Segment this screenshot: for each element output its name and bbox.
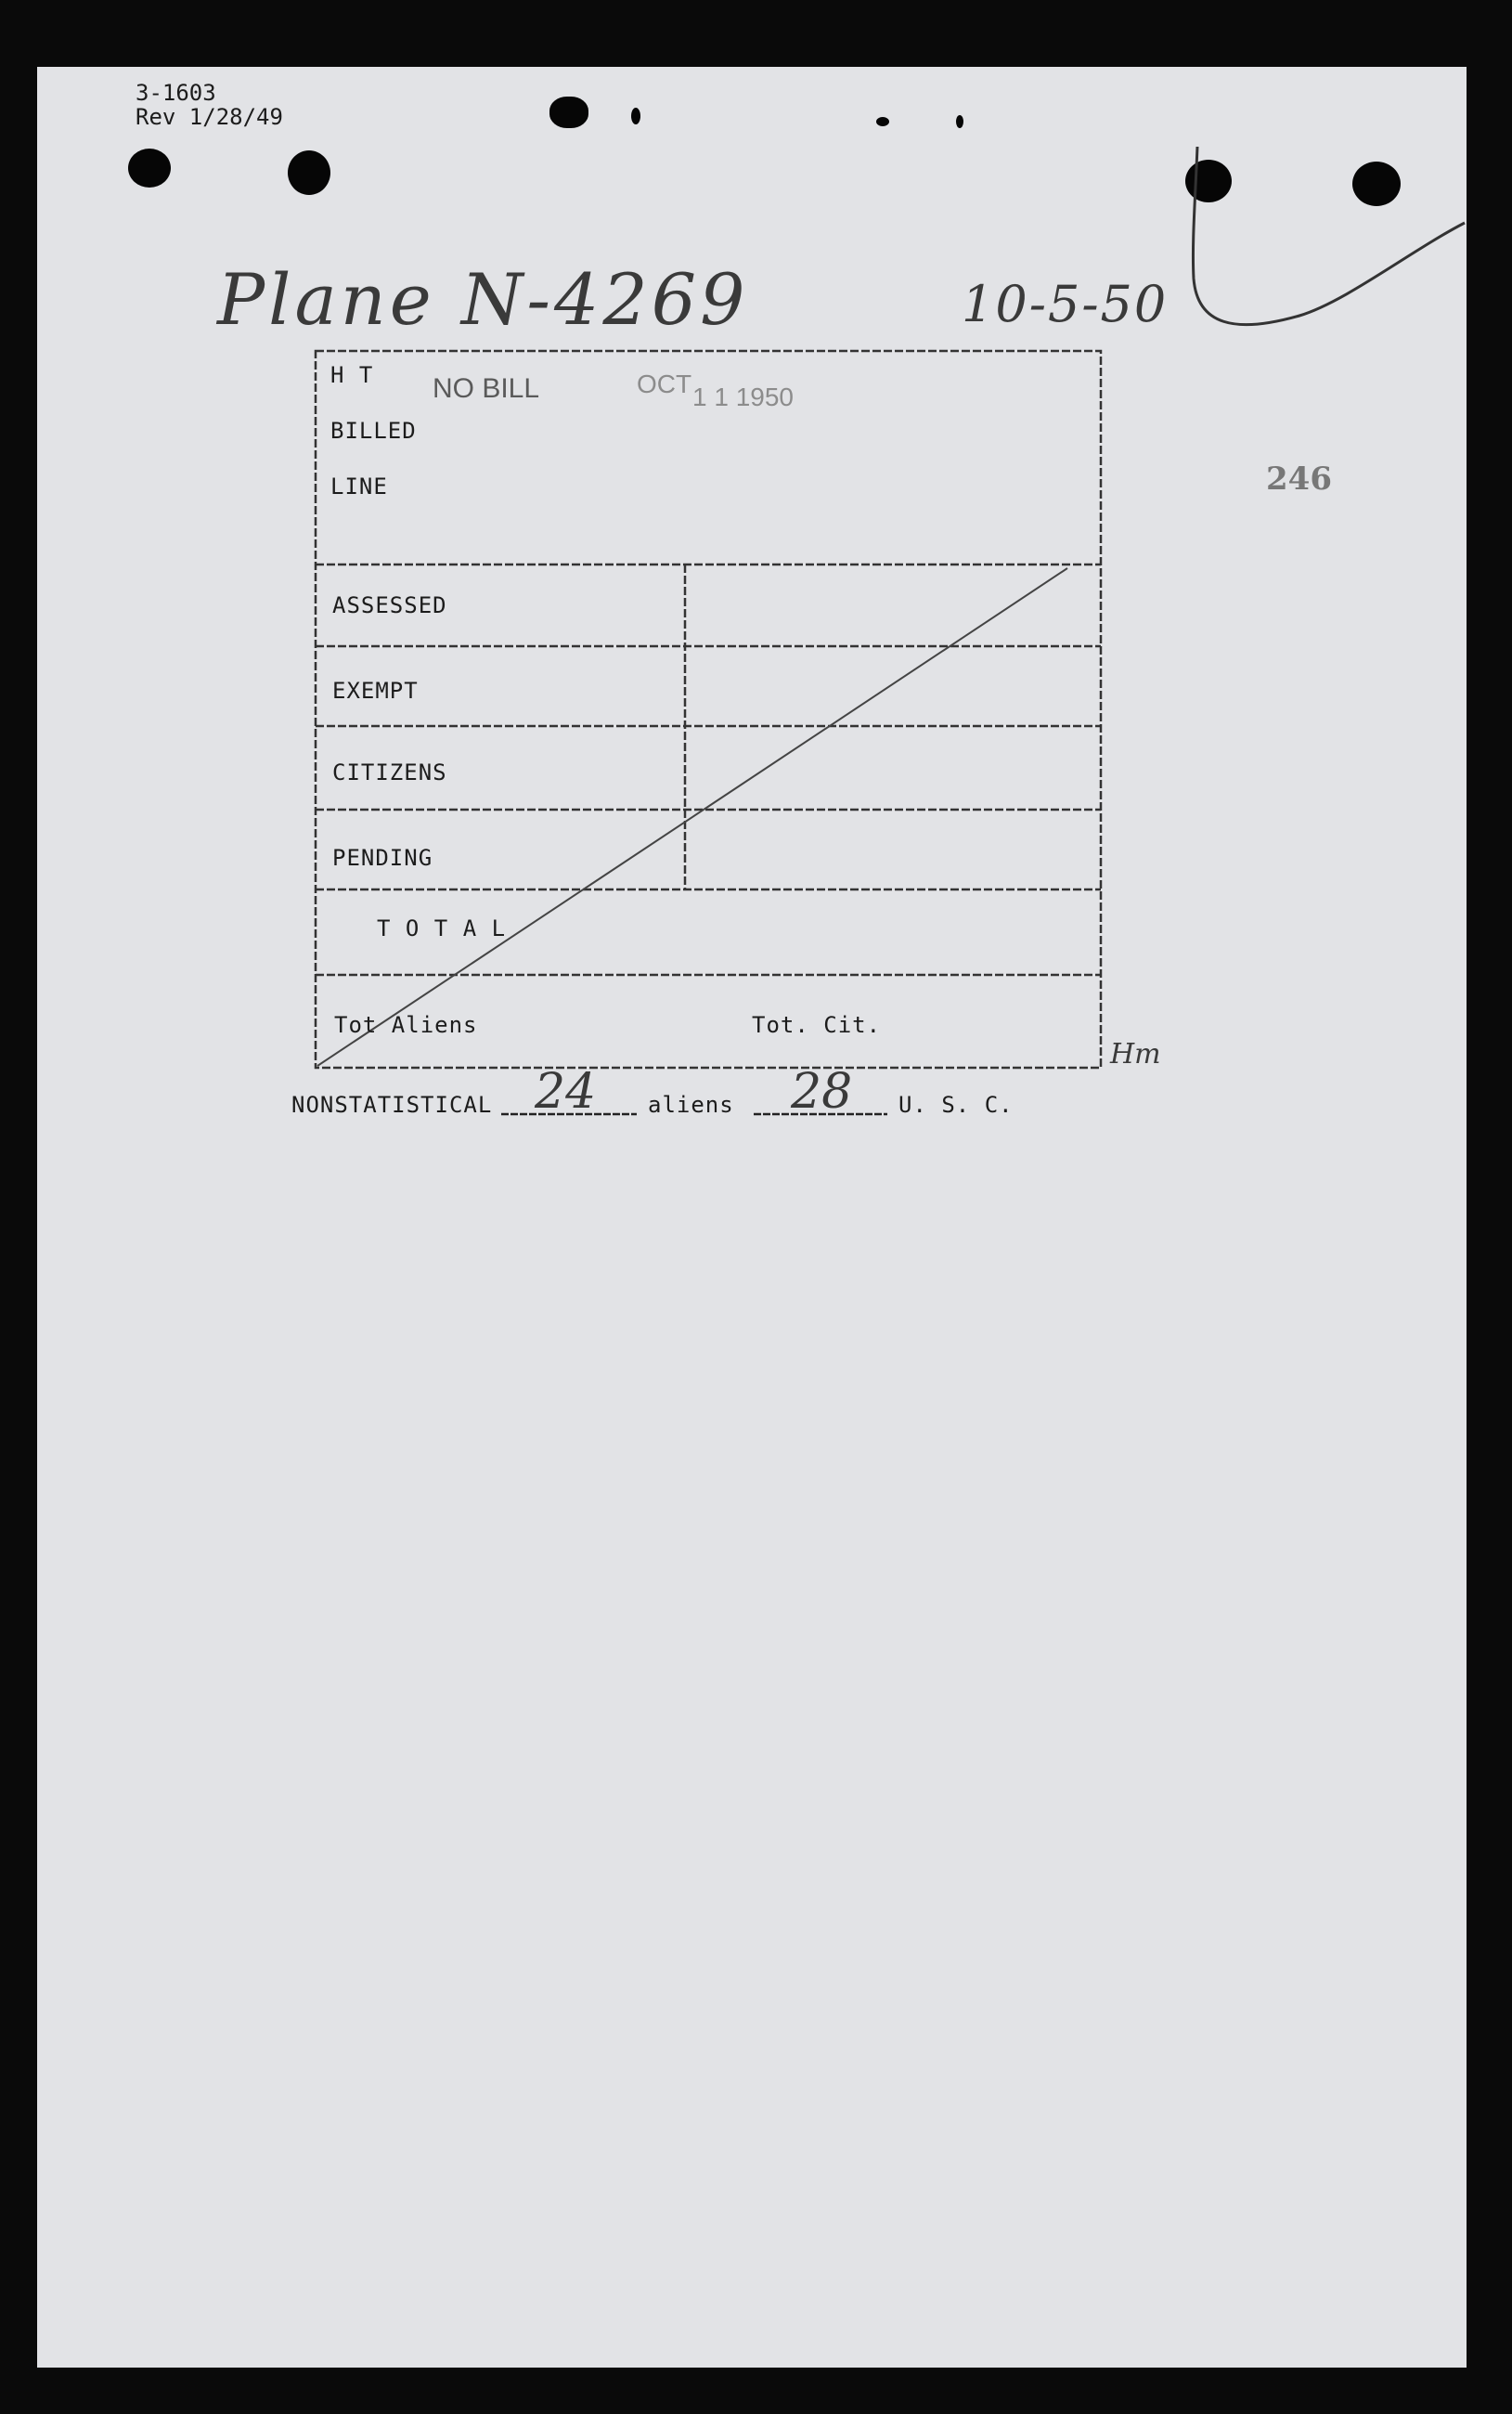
page-number-stamp: 246 xyxy=(1266,461,1332,498)
handwritten-date: 10-5-50 xyxy=(962,275,1169,333)
form-revision: Rev 1/28/49 xyxy=(136,104,283,130)
citizens-label: CITIZENS xyxy=(332,759,447,785)
tot-cit-label: Tot. Cit. xyxy=(752,1012,882,1038)
line-label: LINE xyxy=(330,474,388,500)
tot-aliens-label: Tot Aliens xyxy=(334,1012,478,1038)
aliens-label: aliens xyxy=(648,1092,734,1118)
received-date-stamp-month: OCT xyxy=(637,370,692,398)
ht-label: H T xyxy=(330,362,374,388)
billed-label: BILLED xyxy=(330,418,417,444)
pending-label: PENDING xyxy=(332,845,433,871)
total-label: T O T A L xyxy=(377,915,507,941)
no-bill-stamp: NO BILL xyxy=(433,373,540,404)
handwritten-title: Plane N-4269 xyxy=(217,258,749,341)
usc-label: U. S. C. xyxy=(898,1092,1014,1118)
handwritten-initials: Hm xyxy=(1110,1038,1161,1071)
usc-count: 28 xyxy=(791,1064,853,1120)
aliens-count: 24 xyxy=(535,1064,597,1120)
nonstatistical-label: NONSTATISTICAL xyxy=(291,1092,493,1118)
assessed-label: ASSESSED xyxy=(332,592,447,618)
form-number: 3-1603 xyxy=(136,80,216,106)
exempt-label: EXEMPT xyxy=(332,678,419,704)
received-date-stamp-day-year: 1 1 1950 xyxy=(692,383,794,411)
